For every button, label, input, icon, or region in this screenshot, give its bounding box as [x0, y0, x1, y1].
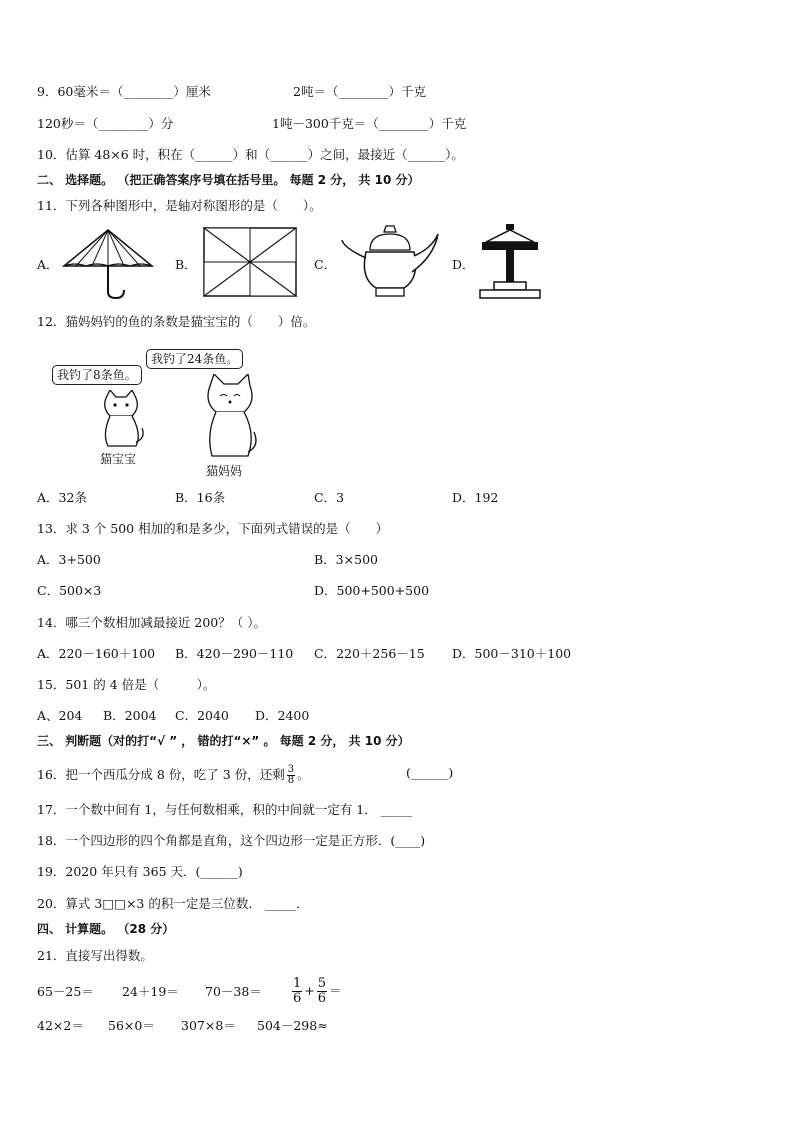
q16-denominator: 8: [287, 775, 295, 786]
q13-option-d: D．500+500+500: [314, 583, 430, 598]
q15-option-b: B．2004: [103, 708, 157, 723]
q16-text: 16．把一个西瓜分成 8 份，吃了 3 份，还剩: [37, 767, 285, 782]
fraction-2: [317, 977, 327, 1006]
calc-6: 307×8＝: [181, 1018, 236, 1033]
q12-option-b: B．16条: [175, 490, 226, 505]
speech-bubble-baby: 我钓了8条鱼。: [52, 365, 142, 385]
q15-stem: 15．501 的 4 倍是（ ）。: [37, 677, 216, 692]
calc-fraction-sum: [290, 974, 342, 1008]
q9-d: 1吨－300千克＝（________）千克: [272, 116, 467, 131]
q12-stem: 12．猫妈妈钓的鱼的条数是猫宝宝的（ ）倍。: [37, 314, 316, 329]
q12-option-a: A．32条: [37, 490, 87, 505]
equals-sign: ＝: [329, 983, 342, 998]
teapot-icon: [340, 222, 440, 302]
fraction-1: [292, 977, 302, 1006]
q10: 10．估算 48×6 时，积在（______）和（______）之间，最接近（______）。: [37, 147, 464, 162]
lamp-icon: [476, 222, 544, 302]
caption-baby-cat: 猫宝宝: [100, 452, 137, 466]
calc-3: 70－38＝: [205, 984, 262, 999]
q15-option-a: A、204: [37, 708, 83, 723]
q11-label-a: A．: [37, 257, 59, 272]
fraction-1-den: 6: [293, 991, 302, 1006]
speech-bubble-mom: 我钓了24条鱼。: [146, 349, 243, 369]
q11-label-d: D．: [452, 257, 475, 272]
q9-a: 9．60毫米＝（________）厘米: [37, 84, 211, 99]
q14-option-a: A．220－160＋100: [37, 646, 156, 661]
q16-blank: (______): [406, 765, 454, 780]
q14-stem: 14．哪三个数相加减最接近 200？（ ）。: [37, 615, 266, 630]
q11-label-b: B．: [175, 257, 197, 272]
q11-label-c: C．: [314, 257, 337, 272]
section-4-heading: 四、 计算题。 （28 分）: [37, 922, 175, 936]
pinwheel-icon: [202, 226, 298, 298]
q16-end: 。: [297, 767, 310, 782]
q13-option-a: A．3+500: [37, 552, 101, 567]
calc-4: 42×2＝: [37, 1018, 84, 1033]
q21-stem: 21．直接写出得数。: [37, 948, 153, 963]
q17: 17．一个数中间有 1，与任何数相乘，积的中间就一定有 1． _____: [37, 802, 412, 817]
calc-2: 24＋19＝: [122, 984, 179, 999]
q14-option-b: B．420－290－110: [175, 646, 294, 661]
mother-cat-icon: [200, 374, 260, 460]
plus-sign: +: [304, 983, 315, 998]
q14-option-c: C．220＋256－15: [314, 646, 425, 661]
fraction-2-num: 5: [317, 976, 327, 991]
q19: 19．2020 年只有 365 天．(______): [37, 864, 243, 879]
q12-option-c: C．3: [314, 490, 345, 505]
section-2-heading: 二、 选择题。 （把正确答案序号填在括号里。 每题 2 分， 共 10 分）: [37, 173, 420, 187]
q11-stem: 11．下列各种图形中，是轴对称图形的是（ ）。: [37, 198, 322, 213]
q18: 18．一个四边形的四个角都是直角，这个四边形一定是正方形．(____): [37, 833, 426, 848]
fraction-1-num: 1: [293, 976, 302, 991]
caption-mother-cat: 猫妈妈: [206, 464, 243, 478]
q13-option-c: C．500×3: [37, 583, 102, 598]
fraction-2-den: 6: [317, 991, 327, 1006]
calc-1: 65－25＝: [37, 984, 94, 999]
q14-option-d: D．500－310＋100: [452, 646, 572, 661]
q20: 20．算式 3□□×3 的积一定是三位数． _____．: [37, 896, 309, 911]
q16: [37, 765, 310, 786]
q9-b: 2吨＝（________）千克: [293, 84, 426, 99]
calc-7: 504－298≈: [257, 1018, 328, 1033]
q15-option-d: D．2400: [255, 708, 310, 723]
q13-option-b: B．3×500: [314, 552, 378, 567]
section-3-heading: 三、 判断题（对的打“√ ” ， 错的打“×” 。 每题 2 分， 共 10 分）: [37, 734, 410, 748]
q15-option-c: C．2040: [175, 708, 229, 723]
q16-fraction: [287, 765, 295, 786]
q12-option-d: D．192: [452, 490, 499, 505]
q13-stem: 13．求 3 个 500 相加的和是多少，下面列式错误的是（ ）: [37, 521, 389, 536]
kitten-icon: [96, 390, 146, 448]
q9-c: 120秒＝（________）分: [37, 116, 174, 131]
q16-numerator: 3: [287, 764, 295, 775]
calc-5: 56×0＝: [108, 1018, 155, 1033]
umbrella-icon: [60, 226, 155, 302]
